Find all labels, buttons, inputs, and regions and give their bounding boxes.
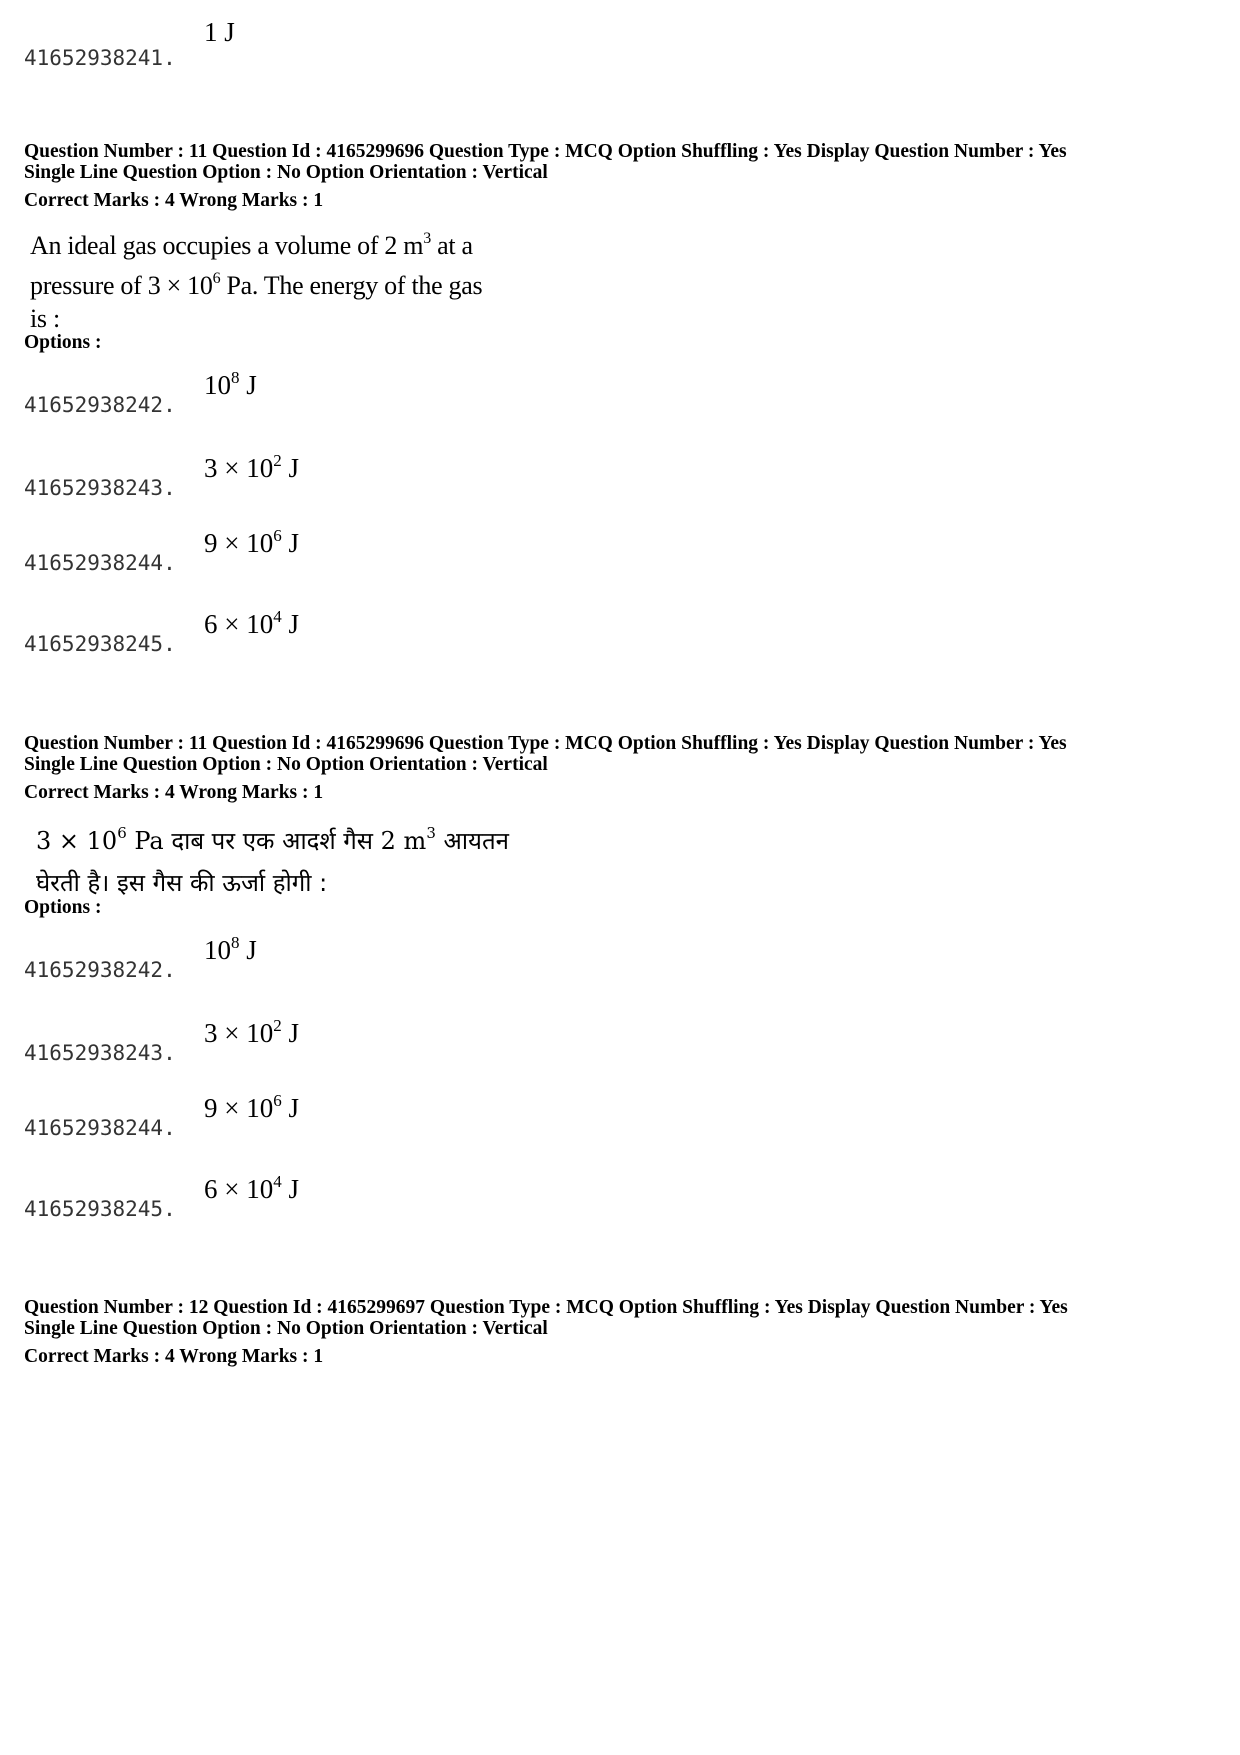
question-meta <box>24 141 1067 183</box>
question-meta <box>24 733 1067 775</box>
question-meta-line: Single Line Question Option : No Option Orientation : Vertical <box>24 162 548 183</box>
question-text-hindi <box>36 812 509 904</box>
option-id: 41652938241. <box>24 46 176 70</box>
option-id: 41652938245. <box>24 1197 176 1221</box>
option-id: 41652938242. <box>24 958 176 982</box>
marks-line: Correct Marks : 4 Wrong Marks : 1 <box>24 1346 324 1367</box>
question-text-english <box>30 222 482 335</box>
marks-line: Correct Marks : 4 Wrong Marks : 1 <box>24 190 324 211</box>
question-line: $3 \times 10^6$ Pa दाब पर एक आदर्श गैस 2 $m^3$ आयतन <box>36 824 509 855</box>
marks-line: Correct Marks : 4 Wrong Marks : 1 <box>24 782 324 803</box>
option-value: $3 \times 10^2$ J <box>204 451 299 483</box>
options-label: Options : <box>24 897 102 918</box>
option-id: 41652938242. <box>24 393 176 417</box>
option-id: 41652938244. <box>24 551 176 575</box>
question-meta <box>24 1297 1068 1339</box>
question-meta-line: Question Number : 11 Question Id : 4165299696 Question Type : MCQ Option Shuffling : Yes Display Question Number : Yes <box>24 733 1067 754</box>
options-label: Options : <box>24 332 102 353</box>
option-value: $6 \times 10^4$ J <box>204 1172 299 1204</box>
question-meta-line: Question Number : 12 Question Id : 4165299697 Question Type : MCQ Option Shuffling : Yes Display Question Number : Yes <box>24 1297 1068 1318</box>
option-id: 41652938244. <box>24 1116 176 1140</box>
option-value: $9 \times 10^6$ J <box>204 1091 299 1123</box>
option-id: 41652938245. <box>24 632 176 656</box>
question-meta-line: Single Line Question Option : No Option Orientation : Vertical <box>24 1318 548 1339</box>
question-line: An ideal gas occupies a volume of 2 $m^3$ at a <box>30 230 473 260</box>
option-value: $10^8$ J <box>204 368 257 400</box>
question-meta-line: Question Number : 11 Question Id : 4165299696 Question Type : MCQ Option Shuffling : Yes Display Question Number : Yes <box>24 141 1067 162</box>
question-line: pressure of $3 \times 10^6$ Pa. The energy of the gas <box>30 270 483 300</box>
option-value: $6 \times 10^4$ J <box>204 607 299 639</box>
option-value: $10^8$ J <box>204 933 257 965</box>
option-value: $3 \times 10^2$ J <box>204 1016 299 1048</box>
question-line: घेरती है। इस गैस की ऊर्जा होगी : <box>36 869 328 897</box>
option-id: 41652938243. <box>24 476 176 500</box>
option-value: 1 J <box>204 17 235 47</box>
question-meta-line: Single Line Question Option : No Option Orientation : Vertical <box>24 754 548 775</box>
question-line: is : <box>30 304 60 333</box>
option-value: $9 \times 10^6$ J <box>204 526 299 558</box>
option-id: 41652938243. <box>24 1041 176 1065</box>
